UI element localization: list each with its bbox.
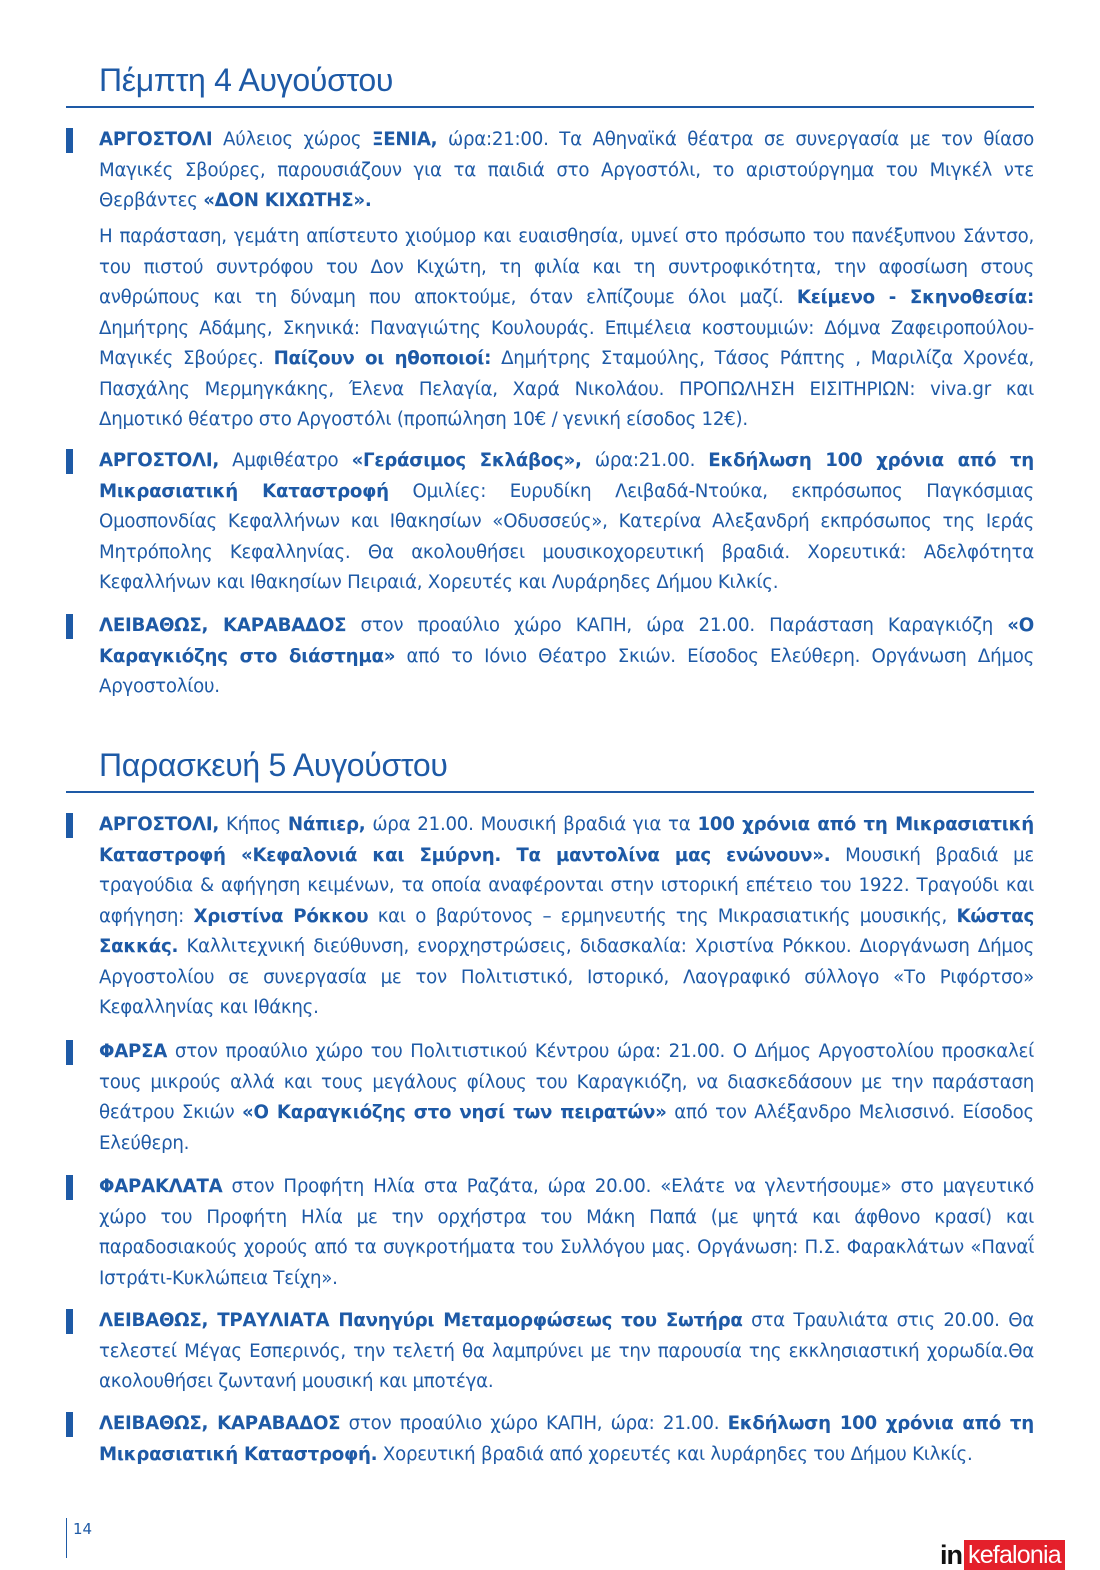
event-entry-argostoli-amphitheatre: [99, 446, 1034, 599]
day-title-thursday: Πέμπτη 4 Αυγούστου: [99, 62, 394, 98]
event-entry-faraklata: [99, 1172, 1034, 1294]
page-number: 14: [73, 1520, 93, 1538]
text-run: και ο βαρύτονος – ερμηνευτής της Μικρασιατικής μουσικής,: [368, 905, 957, 927]
bold-text-run: ΞΕΝΙΑ,: [371, 129, 438, 150]
day-title-rule: [66, 791, 1034, 793]
entry-marker-bar: [66, 1040, 73, 1065]
text-run: στον προαύλιο χώρο ΚΑΠΗ, ώρα: 21.00.: [340, 1413, 728, 1434]
bold-text-run: ΦΑΡΑΚΛΑΤΑ: [99, 1176, 223, 1197]
event-entry-argostoli-napier: [99, 810, 1034, 1024]
entry-marker-bar: [66, 128, 73, 153]
bold-text-run: Χριστίνα Ρόκκου: [193, 905, 369, 927]
text-run: Δημήτρης Σταμούλης, Τάσος Ράπτης , Μαριλίζα Χρονέα, Πασχάλης Μερμηγκάκης, Έλενα Πελαγία, Χαρά Νικολάου. ΠΡΟΠΩΛΗΣΗ ΕΙΣΙΤΗΡΙΩΝ: viva.gr και Δημοτικό θέατρο στο Αργοστόλι (προπώληση 10€ / γενική είσοδος 12€).: [99, 348, 1035, 430]
bold-text-run: ΦΑΡΣΑ: [99, 1041, 168, 1062]
event-entry-leivathos-karavados: [99, 611, 1034, 703]
footer-rule: [66, 1518, 67, 1558]
bold-text-run: Εκδήλωση 100 χρόνια από τη Μικρασιατική Καταστροφή.: [99, 1413, 1034, 1465]
event-entry-leivathos-karavados-dance: [99, 1409, 1034, 1470]
text-run: Δημήτρης Αδάμης, Σκηνικά: Παναγιώτης Κουλουράς. Επιμέλεια κοστουμιών: Δόμνα Ζαφειροπούλου-Μαγικές Σβούρες.: [99, 317, 1034, 369]
event-entry-argostoli-xenia: [99, 125, 1034, 217]
text-run: στα Τραυλιάτα στις 20.00. Θα τελεστεί Μέγας Εσπερινός, την τελετή θα λαμπρύνει με την παρουσία της εκκλησιαστική χορωδία.Θα ακολουθήσει ζωντανή μουσική και μποτέγα.: [99, 1310, 1034, 1392]
bold-text-run: Κώστας Σακκάς.: [99, 905, 1034, 957]
bold-text-run: «Ο Καραγκιόζης στο νησί των πειρατών»: [242, 1102, 667, 1123]
day-title-friday: Παρασκευή 5 Αυγούστου: [99, 747, 448, 783]
logo-name: kefalonia: [964, 1540, 1065, 1570]
bold-text-run: ΑΡΓΟΣΤΟΛΙ,: [99, 814, 219, 835]
bold-text-run: ΑΡΓΟΣΤΟΛΙ,: [99, 450, 219, 471]
bold-text-run: Κείμενο - Σκηνοθεσία:: [796, 287, 1034, 308]
text-run: ώρα:21.00.: [581, 450, 709, 471]
text-run: από τον Αλέξανδρο Μελισσινό. Είσοδος Ελεύθερη.: [99, 1102, 1034, 1154]
text-run: από το Ιόνιο Θέατρο Σκιών. Είσοδος Ελεύθερη. Οργάνωση Δήμος Αργοστολίου.: [99, 645, 1034, 697]
text-run: ώρα 21.00. Μουσική βραδιά για τα: [365, 814, 698, 835]
event-entry-farsa: [99, 1037, 1034, 1159]
text-run: στον προαύλιο χώρο ΚΑΠΗ, ώρα 21.00. Παράσταση Καραγκιόζη: [346, 615, 1008, 636]
bold-text-run: ΛΕΙΒΑΘΩΣ, ΚΑΡΑΒΑΔΟΣ: [99, 615, 347, 636]
text-run: Κήπος: [219, 814, 288, 835]
entry-marker-bar: [66, 449, 73, 474]
bold-text-run: «Γεράσιμος Σκλάβος»,: [351, 450, 582, 471]
bold-text-run: Νάπιερ,: [287, 814, 366, 835]
text-run: Αμφιθέατρο: [219, 450, 352, 471]
text-run: στον προαύλιο χώρο του Πολιτιστικού Κέντρου ώρα: 21.00. Ο Δήμος Αργοστολίου προσκαλεί τους μικρούς αλλά και τους μεγάλους φίλους του Καραγκιόζη, να διασκεδάσουν με την παράσταση θεάτρου Σκιών: [99, 1041, 1034, 1123]
bold-text-run: Παίζουν οι ηθοποιοί:: [273, 348, 492, 369]
text-run: Χορευτική βραδιά από χορευτές και λυράρηδες του Δήμου Κιλκίς.: [377, 1443, 973, 1465]
bold-text-run: ΑΡΓΟΣΤΟΛΙ: [99, 129, 213, 150]
text-run: Καλλιτεχνική διεύθυνση, ενορχηστρώσεις, διδασκαλία: Χριστίνα Ρόκκου. Διοργάνωση Δήμος Αργοστολίου σε συνεργασία με τον Πολιτιστικό, Ιστορικό, Λαογραφικό σύλλογο «Το Ριφόρτσο» Κεφαλληνίας και Ιθάκης.: [99, 936, 1034, 1018]
text-run: ώρα:21:00. Τα Αθηναϊκά θέατρα σε συνεργασία με τον θίασο Μαγικές Σβούρες, παρουσιάζουν για τα παιδιά στο Αργοστόλι, το αριστούργημα του Μιγκέλ ντε Θερβάντες: [99, 129, 1034, 211]
bold-text-run: «ΔΟΝ ΚΙΧΩΤΗΣ».: [203, 190, 372, 211]
bold-text-run: ΛΕΙΒΑΘΩΣ, ΤΡΑΥΛΙΑΤΑ Πανηγύρι Μεταμορφώσεως του Σωτήρα: [99, 1310, 743, 1331]
inkefalonia-logo: [940, 1540, 1065, 1570]
bold-text-run: 100 χρόνια από τη Μικρασιατική Καταστροφή «Κεφαλονιά και Σμύρνη. Τα μαντολίνα μας ενώνουν».: [99, 814, 1034, 866]
event-entry-argostoli-xenia-details: [99, 222, 1034, 436]
text-run: Ομιλίες: Ευρυδίκη Λειβαδά-Ντούκα, εκπρόσωπος Παγκόσμιας Ομοσπονδίας Κεφαλλήνων και Ιθακησίων «Οδυσσεύς», Κατερίνα Αλεξανδρή εκπρόσωπος της Ιεράς Μητρόπολης Κεφαλληνίας. Θα ακολουθήσει μουσικοχορευτική βραδιά. Χορευτικά: Αδελφότητα Κεφαλλήνων και Ιθακησίων Πειραιά, Χορευτές και Λυράρηδες Δήμου Κιλκίς.: [99, 480, 1034, 593]
entry-marker-bar: [66, 1412, 73, 1437]
text-run: στον Προφήτη Ηλία στα Ραζάτα, ώρα 20.00. «Ελάτε να γλεντήσουμε» στο μαγευτικό χώρο του Προφήτη Ηλία με την ορχήστρα του Μάκη Παπά (με ψητά και άφθονο κρασί) και παραδοσιακούς χορούς από τα συγκροτήματα του Συλλόγου μας. Οργάνωση: Π.Σ. Φαρακλάτων «Παναΐ Ιστράτι-Κυκλώπεια Τείχη».: [99, 1176, 1034, 1289]
entry-marker-bar: [66, 813, 73, 838]
text-run: Η παράσταση, γεμάτη απίστευτο χιούμορ και ευαισθησία, υμνεί στο πρόσωπο του πανέξυπνου Σάντσο, του πιστού συντρόφου του Δον Κιχώτη, τη φιλία και τη συντροφικότητα, την αφοσίωση στους ανθρώπους και τη δύναμη που αποκτούμε, όταν ελπίζουμε όλοι μαζί.: [99, 226, 1034, 308]
text-run: Μουσική βραδιά με τραγούδια & αφήγηση κειμένων, τα οποία αναφέρονται στην ιστορική επέτειο του 1922. Τραγούδι και αφήγηση:: [99, 844, 1034, 927]
bold-text-run: ΛΕΙΒΑΘΩΣ, ΚΑΡΑΒΑΔΟΣ: [99, 1413, 341, 1434]
text-run: Αύλειος χώρος: [212, 129, 372, 150]
logo-prefix: in: [940, 1540, 962, 1570]
entry-marker-bar: [66, 614, 73, 639]
entry-marker-bar: [66, 1309, 73, 1334]
bold-text-run: «Ο Καραγκιόζης στο διάστημα»: [99, 615, 1034, 667]
event-entry-leivathos-travliata: [99, 1306, 1034, 1398]
day-title-rule: [66, 106, 1034, 108]
bold-text-run: Εκδήλωση 100 χρόνια από τη Μικρασιατική Καταστροφή: [99, 450, 1034, 502]
entry-marker-bar: [66, 1175, 73, 1200]
